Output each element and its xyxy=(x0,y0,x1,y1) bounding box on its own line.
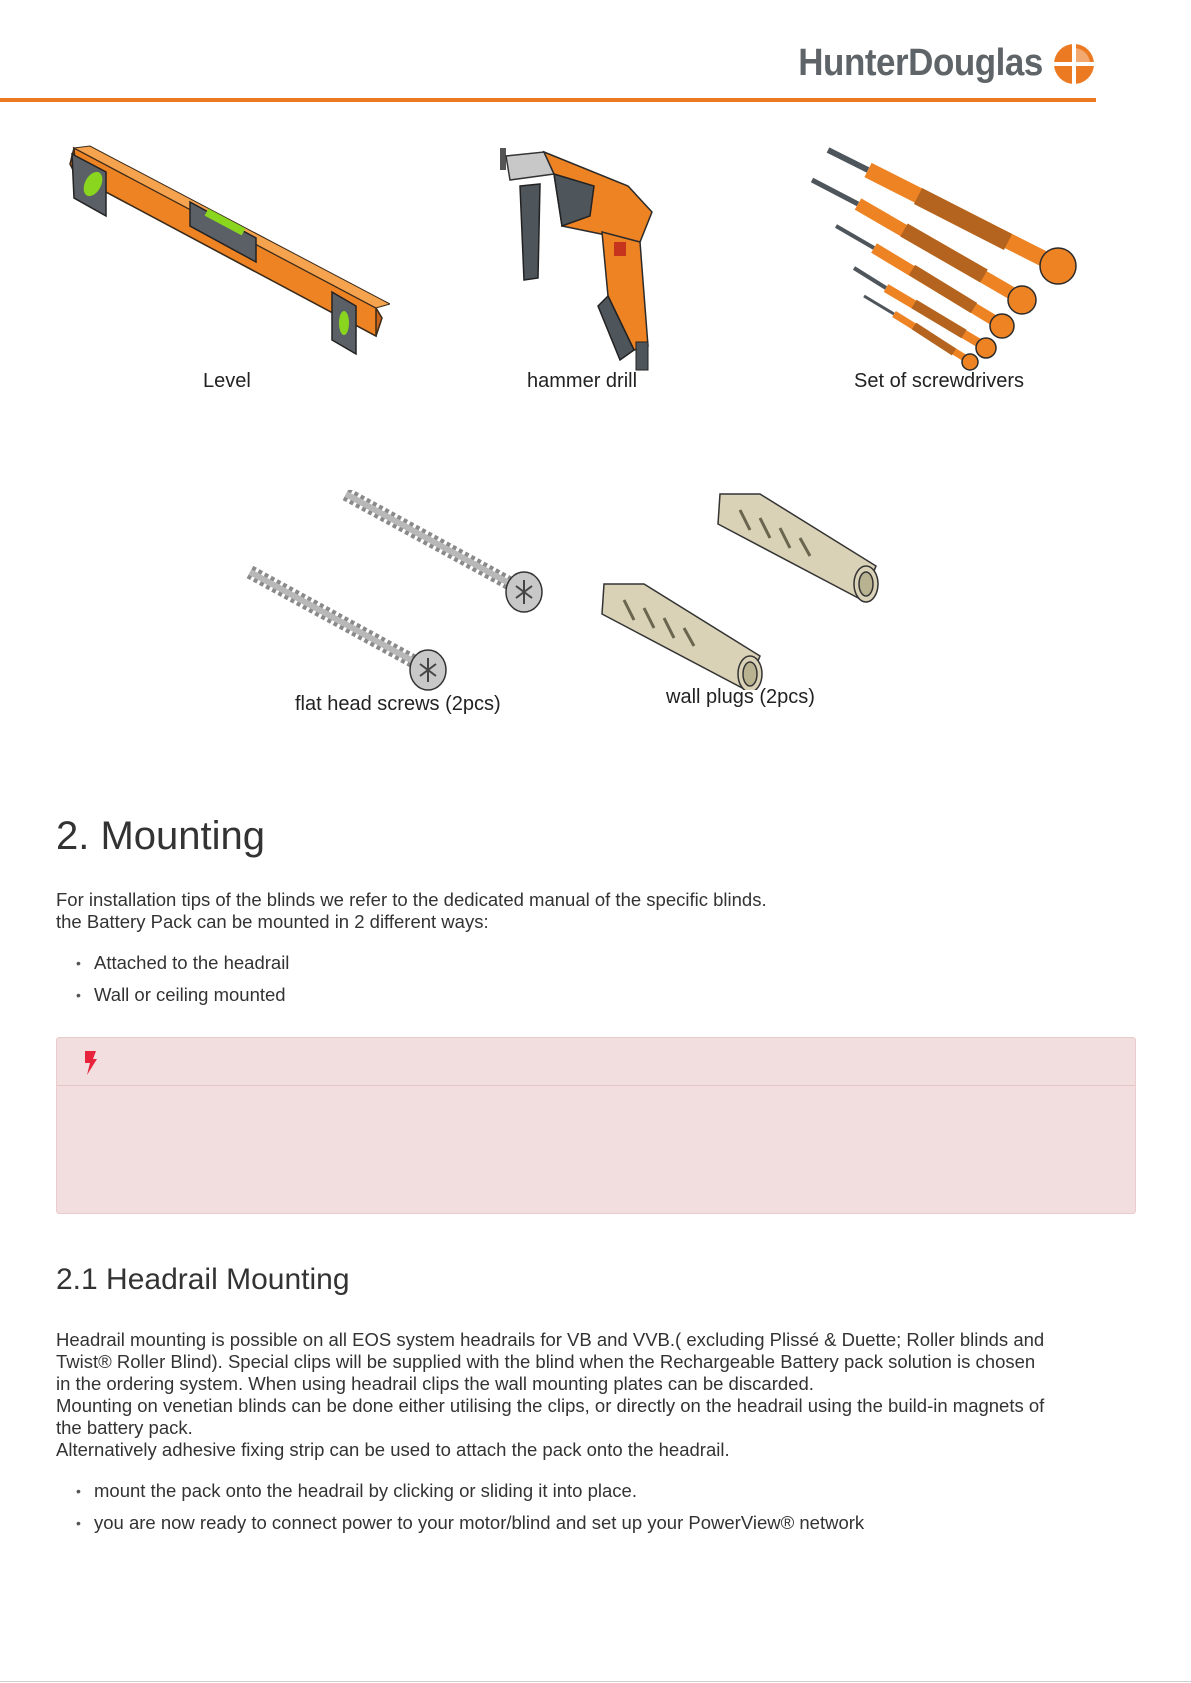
intro-line: the Battery Pack can be mounted in 2 different ways: xyxy=(56,911,489,932)
screw-icon xyxy=(246,490,550,700)
list-item: • you are now ready to connect power to your motor/blind and set up your PowerView® network xyxy=(76,1512,864,1534)
brand-name: HunterDouglas xyxy=(798,42,1043,84)
paragraph-line: in the ordering system. When using headrail clips the wall mounting plates can be discarded. xyxy=(56,1373,814,1394)
list-item: • Wall or ceiling mounted xyxy=(76,984,289,1006)
screwdriver-set-icon xyxy=(808,146,1098,376)
headrail-steps-list xyxy=(76,1480,864,1534)
screwdrivers-caption: Set of screwdrivers xyxy=(854,370,1025,392)
header-divider xyxy=(0,98,1096,102)
list-item: • Attached to the headrail xyxy=(76,952,289,974)
plugs-caption: wall plugs (2pcs) xyxy=(666,686,815,708)
section-2-1-heading: 2.1 Headrail Mounting xyxy=(56,1263,350,1296)
hunter-douglas-logo-icon xyxy=(1053,43,1095,85)
paragraph-line: Alternatively adhesive fixing strip can be used to attach the pack onto the headrail. xyxy=(56,1439,730,1460)
level-caption: Level xyxy=(203,370,251,392)
spirit-level-icon xyxy=(60,140,390,380)
mounting-options-list xyxy=(76,952,289,1006)
footer-divider xyxy=(0,1681,1191,1682)
wall-plug-icon xyxy=(600,490,880,690)
paragraph-line: the battery pack. xyxy=(56,1417,193,1438)
headrail-paragraph xyxy=(56,1329,1136,1461)
warning-box xyxy=(56,1037,1136,1214)
section-2-intro xyxy=(56,889,1136,933)
paragraph-line: Mounting on venetian blinds can be done either utilising the clips, or directly on the headrail using the build-in magnets of xyxy=(56,1395,1045,1416)
warning-header xyxy=(57,1038,1135,1086)
hammer-drill-icon xyxy=(498,146,670,376)
list-item: • mount the pack onto the headrail by clicking or sliding it into place. xyxy=(76,1480,864,1502)
lightning-warning-icon xyxy=(84,1051,98,1075)
drill-caption: hammer drill xyxy=(527,370,638,392)
paragraph-line: Twist® Roller Blind). Special clips will be supplied with the blind when the Rechargeable Battery pack solution is chosen xyxy=(56,1351,1036,1372)
brand-header xyxy=(777,42,1095,85)
section-2-heading: 2. Mounting xyxy=(56,814,266,858)
paragraph-line: Headrail mounting is possible on all EOS system headrails for VB and VVB.( excluding Plissé & Duette; Roller blinds and xyxy=(56,1329,1045,1350)
intro-line: For installation tips of the blinds we refer to the dedicated manual of the specific blinds. xyxy=(56,889,767,910)
screws-caption: flat head screws (2pcs) xyxy=(295,693,501,715)
